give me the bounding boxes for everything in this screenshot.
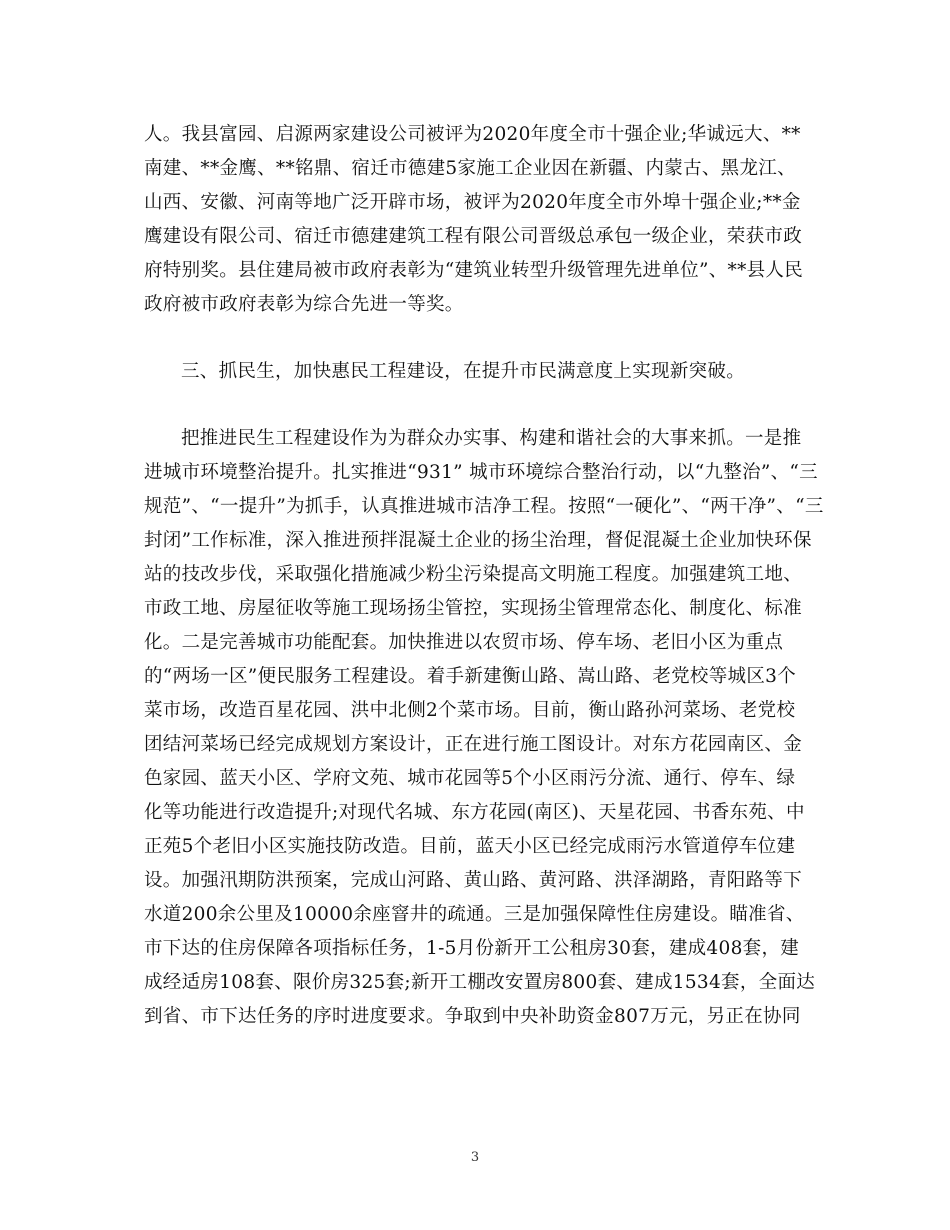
text-line: 进城市环境整治提升。扎实推进“931” 城市环境综合整治行动，以“九整治”、“三 (144, 462, 818, 483)
document-body (144, 118, 824, 1034)
section-heading: 三、抓民生，加快惠民工程建设，在提升市民满意度上实现新突破。 (181, 361, 746, 382)
text-line: 水道200余公里及10000余座窨井的疏通。三是加强保障性住房建设。瞄准省、 (144, 904, 805, 925)
paragraph-awards (144, 118, 804, 322)
text-line: 南建、**金鹰、**铭鼎、宿迁市德建5家施工企业因在新疆、内蒙古、黑龙江、 (144, 158, 796, 179)
text-line: 站的技改步伐，采取强化措施减少粉尘污染提高文明施工程度。加强建筑工地、 (144, 564, 803, 585)
text-line: 规范”、“一提升”为抓手，认真推进城市洁净工程。按照“一硬化”、“两干净”、“三 (144, 496, 824, 517)
text-line: 化等功能进行改造提升;对现代名城、东方花园(南区)、天星花园、书香东苑、中 (144, 802, 805, 823)
text-line: 政府被市政府表彰为综合先进一等奖。 (144, 294, 464, 315)
text-line: 团结河菜场已经完成规划方案设计，正在进行施工图设计。对东方花园南区、金 (144, 734, 803, 755)
text-line: 山西、安徽、河南等地广泛开辟市场，被评为2020年度全市外埠十强企业;**金 (144, 192, 801, 213)
text-line: 鹰建设有限公司、宿迁市德建建筑工程有限公司晋级总承包一级企业，荣获市政 (144, 226, 803, 247)
text-line: 人。我县富园、启源两家建设公司被评为2020年度全市十强企业;华诚远大、** (144, 124, 801, 145)
text-line: 成经适房108套、限价房325套;新开工棚改安置房800套、建成1534套，全面达 (144, 972, 816, 993)
text-line: 的“两场一区”便民服务工程建设。着手新建衡山路、嵩山路、老党校等城区3个 (144, 666, 796, 687)
text-line: 府特别奖。县住建局被市政府表彰为“建筑业转型升级管理先进单位”、**县人民 (144, 260, 804, 281)
text-line: 市政工地、房屋征收等施工现场扬尘管控，实现扬尘管理常态化、制度化、标准 (144, 598, 803, 619)
text-line: 色家园、蓝天小区、学府文苑、城市花园等5个小区雨污分流、通行、停车、绿 (144, 768, 796, 789)
page-number: 3 (470, 1150, 480, 1165)
paragraph-gap (144, 389, 804, 422)
text-line: 菜市场，改造百星花园、洪中北侧2个菜市场。目前，衡山路孙河菜场、老党校 (144, 700, 796, 721)
paragraph-gap (144, 322, 804, 355)
text-line: 市下达的住房保障各项指标任务，1-5月份新开工公租房30套，建成408套，建 (144, 938, 800, 959)
text-line: 把推进民生工程建设作为为群众办实事、构建和谐社会的大事来抓。一是推 (181, 428, 802, 449)
text-line: 正苑5个老旧小区实施技防改造。目前，蓝天小区已经完成雨污水管道停车位建 (144, 836, 796, 857)
text-line: 化。二是完善城市功能配套。加快推进以农贸市场、停车场、老旧小区为重点 (144, 632, 784, 653)
paragraph-livelihood (144, 422, 824, 1034)
text-line: 封闭”工作标准，深入推进预拌混凝土企业的扬尘治理，督促混凝土企业加快环保 (144, 530, 812, 551)
text-line: 设。加强汛期防洪预案，完成山河路、黄山路、黄河路、洪泽湖路，青阳路等下 (144, 870, 803, 891)
text-line: 到省、市下达任务的序时进度要求。争取到中央补助资金807万元，另正在协同 (144, 1006, 801, 1027)
